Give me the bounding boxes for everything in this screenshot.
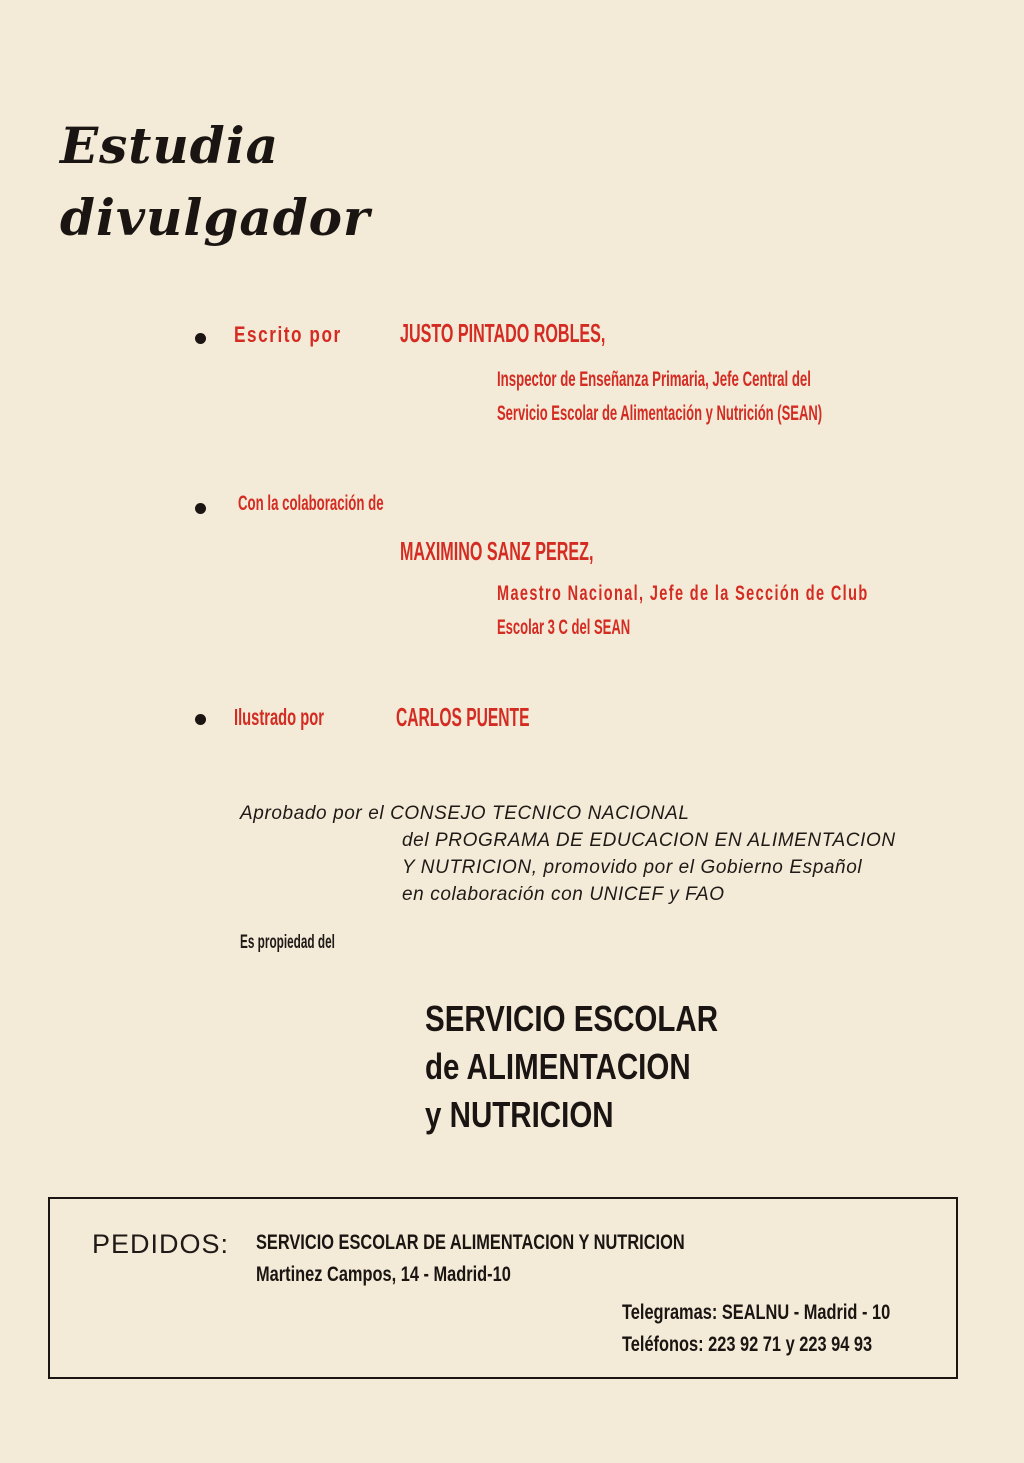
illustrated-label: Ilustrado por [234,704,324,730]
collaborator-description-2: Escolar 3 C del SEAN [497,616,631,639]
orders-phones: Teléfonos: 223 92 71 y 223 94 93 [622,1333,873,1356]
orders-box [48,1197,958,1379]
author-description-2: Servicio Escolar de Alimentación y Nutrición (SEAN) [497,402,823,425]
collab-label: Con la colaboración de [238,492,384,515]
approval-line-3: Y NUTRICION, promovido por el Gobierno Español [402,857,863,878]
illustrator-name: CARLOS PUENTE [396,702,530,732]
title-line-1: Estudia [60,116,280,175]
approval-line-1: Aprobado por el CONSEJO TECNICO NACIONAL [240,803,690,824]
collaborator-name: MAXIMINO SANZ PEREZ, [400,536,594,566]
publisher-line-2: de ALIMENTACION [425,1046,691,1087]
publisher-line-3: y NUTRICION [425,1094,614,1135]
property-label: Es propiedad del [240,932,335,953]
publisher-line-1: SERVICIO ESCOLAR [425,998,719,1039]
approval-note [240,800,896,908]
bullet-icon [195,714,206,725]
title-line-2: divulgador [60,188,371,247]
bullet-icon [195,333,206,344]
orders-address: Martinez Campos, 14 - Madrid-10 [256,1263,511,1286]
orders-telegrams: Telegramas: SEALNU - Madrid - 10 [622,1301,891,1324]
bullet-icon [195,503,206,514]
author-description-1: Inspector de Enseñanza Primaria, Jefe Central del [497,368,811,391]
author-name: JUSTO PINTADO ROBLES, [400,318,606,348]
approval-line-4: en colaboración con UNICEF y FAO [402,884,725,905]
credit-written-label: Escrito por [234,322,342,347]
orders-label: PEDIDOS: [92,1229,230,1259]
credit-written [234,322,372,348]
approval-line-2: del PROGRAMA DE EDUCACION EN ALIMENTACION [402,830,896,851]
collaborator-description-1: Maestro Nacional, Jefe de la Sección de Club [497,582,869,605]
orders-organization: SERVICIO ESCOLAR DE ALIMENTACION Y NUTRICION [256,1231,685,1254]
page-title [60,110,370,254]
publisher-name [425,995,782,1139]
